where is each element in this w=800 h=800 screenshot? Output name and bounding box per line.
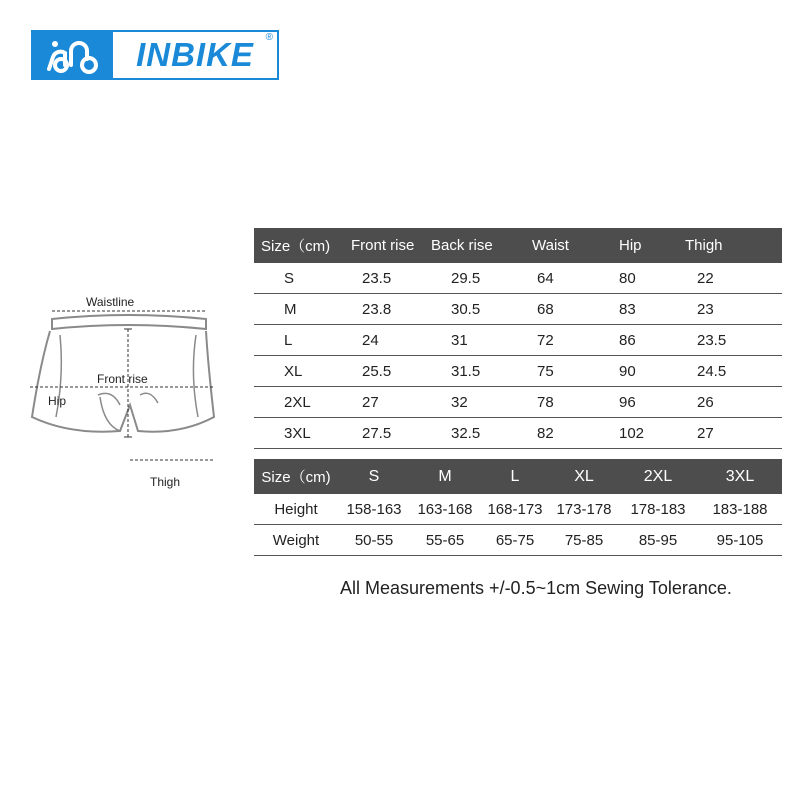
cell: 30.5 (431, 294, 522, 325)
cell: 29.5 (431, 263, 522, 294)
cell: 23.5 (351, 263, 431, 294)
cell: 96 (619, 387, 685, 418)
cell: 95-105 (698, 525, 782, 556)
cell: 55-65 (410, 525, 480, 556)
cell: 178-183 (618, 494, 698, 525)
brand-name: INBIKE (136, 36, 254, 73)
shorts-diagram (0, 285, 240, 495)
cell: 65-75 (480, 525, 550, 556)
cyclist-logo-icon (33, 32, 113, 78)
brand-logo (31, 30, 279, 80)
cell: 27.5 (351, 418, 431, 449)
table-row (254, 525, 782, 556)
size-measurements-table (254, 228, 782, 449)
cell: S (254, 263, 351, 294)
hip-label: Hip (48, 394, 67, 408)
table-row (254, 294, 782, 325)
cell: 2XL (254, 387, 351, 418)
cell: 27 (685, 418, 782, 449)
sewing-tolerance-note: All Measurements +/-0.5~1cm Sewing Tolerance. (340, 578, 732, 598)
cell: 168-173 (480, 494, 550, 525)
body-size-table (254, 459, 782, 556)
cell: 72 (522, 325, 619, 356)
cell: 22 (685, 263, 782, 294)
cell: 25.5 (351, 356, 431, 387)
brand-wordmark (113, 32, 277, 78)
cell: 75-85 (550, 525, 618, 556)
cell: 31 (431, 325, 522, 356)
cell: 86 (619, 325, 685, 356)
cell: 24.5 (685, 356, 782, 387)
cell: 158-163 (338, 494, 410, 525)
header-l: L (480, 459, 550, 494)
cell: 23 (685, 294, 782, 325)
header-back-rise: Back rise (431, 228, 522, 263)
header-hip: Hip (619, 228, 685, 263)
cell: 32 (431, 387, 522, 418)
cell: 75 (522, 356, 619, 387)
cell: 102 (619, 418, 685, 449)
cell: 78 (522, 387, 619, 418)
cell: 80 (619, 263, 685, 294)
thigh-label: Thigh (150, 475, 181, 489)
cell: 173-178 (550, 494, 618, 525)
waistline-label: Waistline (86, 295, 135, 309)
cell: 32.5 (431, 418, 522, 449)
cell: 27 (351, 387, 431, 418)
cell: Weight (254, 525, 338, 556)
table-row (254, 494, 782, 525)
cell: 64 (522, 263, 619, 294)
header-xl: XL (550, 459, 618, 494)
cell: 3XL (254, 418, 351, 449)
front-rise-label: Front rise (97, 372, 148, 386)
header-thigh: Thigh (685, 228, 782, 263)
table-header-row (254, 459, 782, 494)
cell: L (254, 325, 351, 356)
header-front-rise: Front rise (351, 228, 431, 263)
cell: 83 (619, 294, 685, 325)
header-s: S (338, 459, 410, 494)
header-size: Size（cm) (254, 228, 351, 263)
cell: 50-55 (338, 525, 410, 556)
cell: 31.5 (431, 356, 522, 387)
cell: 163-168 (410, 494, 480, 525)
table-row (254, 325, 782, 356)
header-waist: Waist (522, 228, 619, 263)
cell: XL (254, 356, 351, 387)
header-size: Size（cm) (254, 459, 338, 494)
header-3xl: 3XL (698, 459, 782, 494)
cell: 24 (351, 325, 431, 356)
header-2xl: 2XL (618, 459, 698, 494)
cell: M (254, 294, 351, 325)
shorts-outline-icon (0, 285, 240, 495)
table-row (254, 387, 782, 418)
header-m: M (410, 459, 480, 494)
cell: 85-95 (618, 525, 698, 556)
table-row (254, 418, 782, 449)
cell: 23.8 (351, 294, 431, 325)
table-row (254, 263, 782, 294)
table-header-row (254, 228, 782, 263)
cell: 82 (522, 418, 619, 449)
table-row (254, 356, 782, 387)
cell: Height (254, 494, 338, 525)
cell: 183-188 (698, 494, 782, 525)
registered-mark: ® (265, 32, 273, 43)
cell: 26 (685, 387, 782, 418)
cell: 23.5 (685, 325, 782, 356)
cell: 90 (619, 356, 685, 387)
cell: 68 (522, 294, 619, 325)
